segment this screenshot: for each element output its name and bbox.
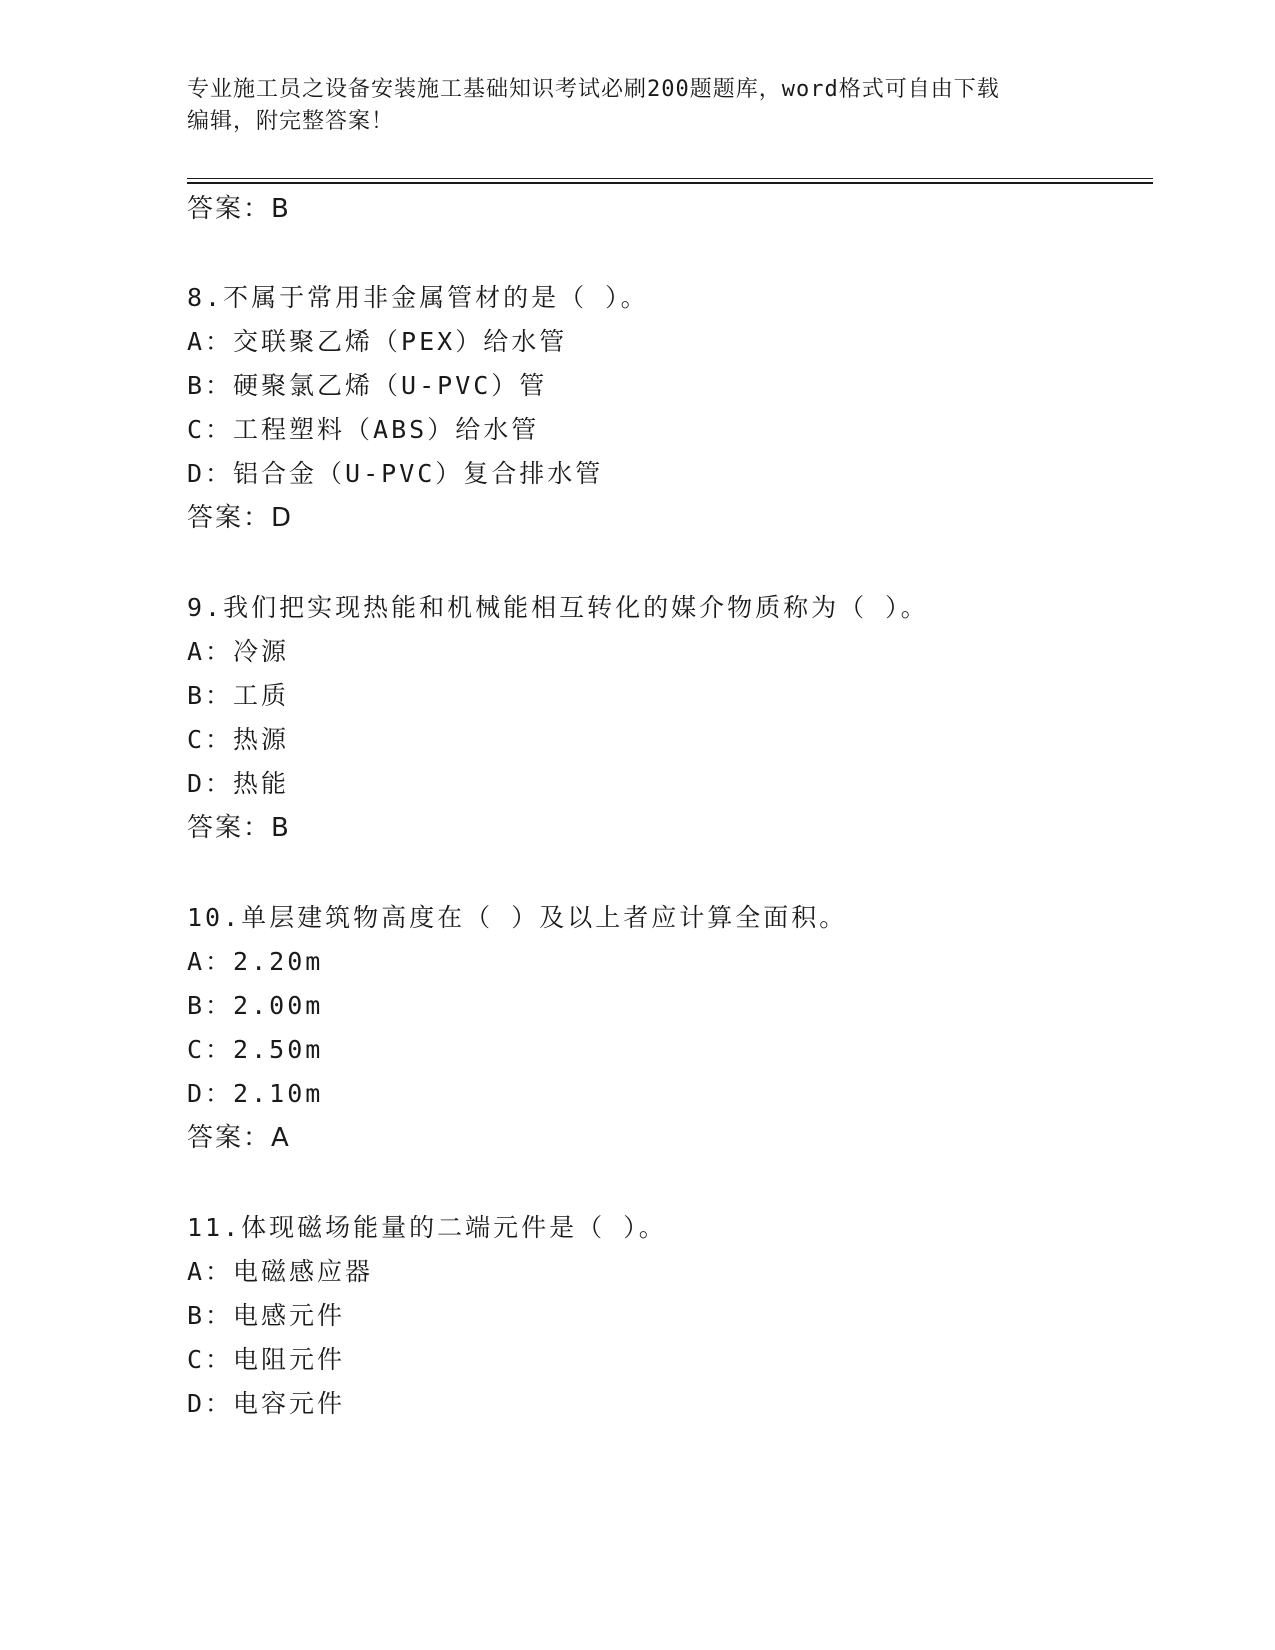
document-header <box>187 74 1067 138</box>
q10-option-d: D：2.10m <box>187 1079 324 1108</box>
q8-option-b: B：硬聚氯乙烯（U-PVC）管 <box>187 371 548 400</box>
answer-q9: 答案：B <box>187 813 291 843</box>
q11-option-b: B：电感元件 <box>187 1301 346 1330</box>
question-10: 10.单层建筑物高度在（ ）及以上者应计算全面积。 <box>187 903 848 932</box>
question-9: 9.我们把实现热能和机械能相互转化的媒介物质称为（ ）。 <box>187 593 929 622</box>
q8-option-c: C：工程塑料（ABS）给水管 <box>187 415 540 444</box>
header-divider-thin <box>187 178 1153 179</box>
header-divider-thick <box>187 182 1153 184</box>
q11-option-d: D：电容元件 <box>187 1389 346 1418</box>
q9-option-a: A：冷源 <box>187 637 290 666</box>
q8-option-d: D：铝合金（U-PVC）复合排水管 <box>187 459 604 488</box>
answer-q8: 答案：D <box>187 503 294 533</box>
q9-option-d: D：热能 <box>187 769 290 798</box>
answer-q7: 答案：B <box>187 194 291 224</box>
q10-option-a: A：2.20m <box>187 947 324 976</box>
q11-option-c: C：电阻元件 <box>187 1345 346 1374</box>
q8-option-a: A：交联聚乙烯（PEX）给水管 <box>187 327 568 356</box>
question-8: 8.不属于常用非金属管材的是（ ）。 <box>187 283 649 312</box>
q11-option-a: A：电磁感应器 <box>187 1257 374 1286</box>
q10-option-c: C：2.50m <box>187 1035 324 1064</box>
answer-q10: 答案：A <box>187 1123 291 1153</box>
header-line-2: 编辑，附完整答案！ <box>187 109 395 134</box>
header-line-1: 专业施工员之设备安装施工基础知识考试必刷200题题库，word格式可自由下载 <box>187 77 1000 102</box>
q10-option-b: B：2.00m <box>187 991 324 1020</box>
q9-option-c: C：热源 <box>187 725 290 754</box>
question-11: 11.体现磁场能量的二端元件是（ ）。 <box>187 1213 667 1242</box>
q9-option-b: B：工质 <box>187 681 290 710</box>
